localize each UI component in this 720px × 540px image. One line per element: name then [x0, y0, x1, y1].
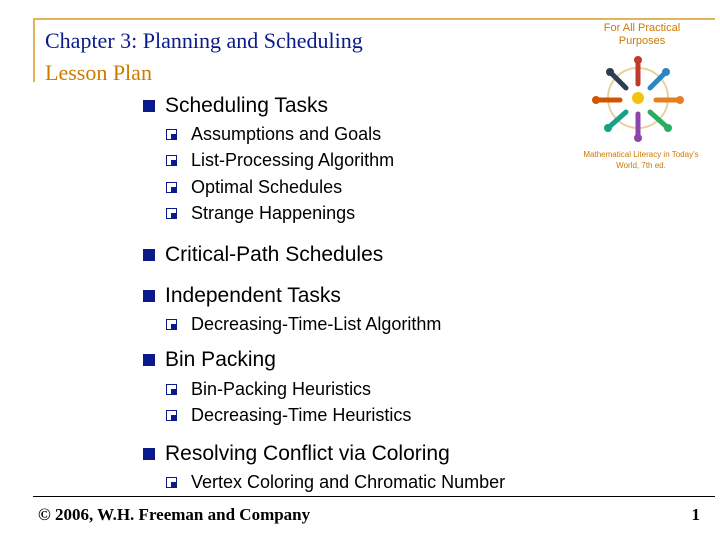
square-bullet-icon	[143, 448, 155, 460]
sub-bullet	[166, 314, 441, 335]
bullet-resolving-conflict	[143, 442, 450, 466]
sub-bullet-label: Strange Happenings	[191, 203, 356, 223]
sub-bullet-label: List-Processing Algorithm	[191, 150, 395, 170]
bullet-bin-packing	[143, 348, 276, 372]
box-bullet-icon	[166, 384, 177, 395]
bullet-label: Resolving Conflict via Coloring	[165, 442, 450, 465]
sub-bullet	[166, 472, 505, 493]
sub-bullet-label: Optimal Schedules	[191, 177, 343, 197]
square-bullet-icon	[143, 249, 155, 261]
box-bullet-icon	[166, 155, 177, 166]
box-bullet-icon	[166, 182, 177, 193]
sub-bullet	[166, 379, 371, 400]
bullet-scheduling-tasks	[143, 94, 328, 118]
square-bullet-icon	[143, 354, 155, 366]
sub-bullet	[166, 150, 394, 171]
bullet-label: Critical-Path Schedules	[165, 243, 384, 266]
sub-bullet	[166, 124, 381, 145]
book-title-text: For All Practical Purposes	[603, 22, 681, 47]
box-bullet-icon	[166, 477, 177, 488]
slide-title: Chapter 3: Planning and Scheduling	[45, 28, 363, 53]
sub-bullet	[166, 405, 411, 426]
slide-subtitle: Lesson Plan	[45, 60, 152, 85]
copyright-text: © 2006, W.H. Freeman and Company	[38, 505, 311, 524]
sub-bullet-label: Assumptions and Goals	[191, 124, 382, 144]
bullet-independent-tasks	[143, 284, 341, 308]
footer-rule	[33, 496, 715, 497]
sub-bullet-label: Bin-Packing Heuristics	[191, 379, 372, 399]
box-bullet-icon	[166, 319, 177, 330]
frame-top-rule	[33, 18, 715, 20]
sub-bullet-label: Decreasing-Time-List Algorithm	[191, 314, 442, 334]
sub-bullet	[166, 203, 355, 224]
dancers-circle-icon	[588, 54, 688, 142]
box-bullet-icon	[166, 410, 177, 421]
box-bullet-icon	[166, 208, 177, 219]
square-bullet-icon	[143, 100, 155, 112]
sub-bullet-label: Decreasing-Time Heuristics	[191, 405, 412, 425]
book-subtitle-text: Mathematical Literacy in Today's World, 7th ed.	[583, 150, 699, 170]
square-bullet-icon	[143, 290, 155, 302]
box-bullet-icon	[166, 129, 177, 140]
bullet-label: Bin Packing	[165, 348, 276, 371]
sub-bullet	[166, 177, 342, 198]
bullet-label: Independent Tasks	[165, 284, 341, 307]
page-number: 1	[691, 505, 700, 524]
frame-left-rule	[33, 18, 35, 82]
bullet-critical-path	[143, 243, 383, 267]
bullet-label: Scheduling Tasks	[165, 94, 329, 117]
sub-bullet-label: Vertex Coloring and Chromatic Number	[191, 472, 506, 492]
